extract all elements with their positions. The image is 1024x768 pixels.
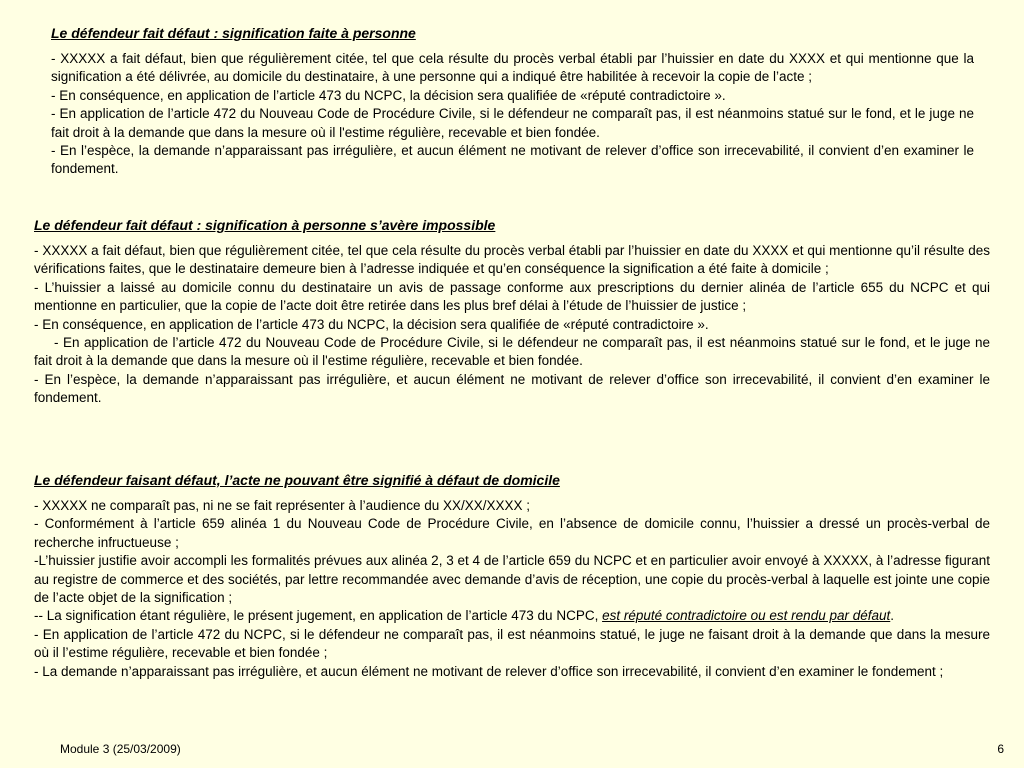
section-body <box>51 50 974 179</box>
section-body <box>34 242 990 408</box>
paragraph: - L’huissier a laissé au domicile connu du destinataire un avis de passage conforme aux prescriptions du dernier alinéa de l’article 655 du NCPC et qui mentionne en particulier, que la copie de l’acte doit être retirée dans les plus bref délai à l’étude de l’huissier de justice ; <box>34 279 990 314</box>
paragraph: - En application de l’article 472 du NCPC, si le défendeur ne comparaît pas, il est néanmoins statué, le juge ne faisant droit à la demande que dans la mesure où il l’estime régulière, recevable et bien fondée ; <box>34 626 990 661</box>
paragraph: - La demande n’apparaissant pas irrégulière, et aucun élément ne motivant de relever d’office son irrecevabilité, il convient d’en examiner le fondement ; <box>34 663 944 679</box>
paragraph: - XXXXX a fait défaut, bien que régulièrement citée, tel que cela résulte du procès verbal établi par l’huissier en date du XXXX et qui mentionne qu’il résulte des vérifications faites, que le destinataire demeure bien à l’adresse indiquée et qu’en conséquence la signification a été faite à domicile ; <box>34 243 990 277</box>
section-heading: Le défendeur fait défaut : signification faite à personne <box>51 25 416 41</box>
paragraph <box>34 607 990 625</box>
paragraph: - En conséquence, en application de l’article 473 du NCPC, la décision sera qualifiée de «réputé contradictoire ». <box>34 316 709 332</box>
section-body <box>34 497 990 681</box>
section-personne <box>51 24 974 179</box>
paragraph: - Conformément à l’article 659 alinéa 1 du Nouveau Code de Procédure Civile, en l’absence de domicile connu, l’huissier a dressé un procès-verbal de recherche infructueuse ; <box>34 516 990 550</box>
paragraph: - En l’espèce, la demande n’apparaissant pas irrégulière, et aucun élément ne motivant de relever d’office son irrecevabilité, il convient d’en examiner le fondement. <box>51 143 974 177</box>
paragraph: - En application de l’article 472 du Nouveau Code de Procédure Civile, si le défendeur ne comparaît pas, il est néanmoins statué sur le fond, et le juge ne fait droit à la demande que dans la mesure où il l'estime régulière, recevable et bien fondée. <box>34 335 990 369</box>
paragraph: - XXXXX a fait défaut, bien que régulièrement citée, tel que cela résulte du procès verbal établi par l’huissier en date du XXXX et qui mentionne que la signification a été délivrée, au domicile du destinataire, à une personne qui a indiqué être habilitée à recevoir la copie de l’acte ; <box>51 51 974 85</box>
paragraph-text: -- La signification étant régulière, le présent jugement, en application de l’article 473 du NCPC, <box>34 608 603 624</box>
paragraph: - En conséquence, en application de l’article 473 du NCPC, la décision sera qualifiée de «réputé contradictoire ». <box>51 87 726 103</box>
paragraph: -L’huissier justifie avoir accompli les formalités prévues aux alinéa 2, 3 et 4 de l’article 659 du NCPC et en particulier avoir envoyé à XXXXX, à l’adresse figurant au registre de commerce et des sociétés, par lettre recommandée avec demande d’avis de réception, une copie du procès-verbal à laquelle est jointe une copie de l’acte objet de la signification ; <box>34 553 990 606</box>
page-number: 6 <box>997 742 1004 756</box>
section-sans-domicile <box>34 471 990 681</box>
section-heading: Le défendeur faisant défaut, l’acte ne pouvant être signifié à défaut de domicile <box>34 472 560 488</box>
paragraph: - En l’espèce, la demande n’apparaissant pas irrégulière, et aucun élément ne motivant de relever d’office son irrecevabilité, il convient d’en examiner le fondement. <box>34 371 990 406</box>
footer-module: Module 3 (25/03/2009) <box>60 742 181 756</box>
section-impossible <box>34 216 990 408</box>
section-heading: Le défendeur fait défaut : signification à personne s’avère impossible <box>34 217 496 233</box>
paragraph: - En application de l’article 472 du Nouveau Code de Procédure Civile, si le défendeur ne comparaît pas, il est néanmoins statué sur le fond, et le juge ne fait droit à la demande que dans la mesure où il l'estime régulière, recevable et bien fondée. <box>51 106 974 140</box>
paragraph-text: . <box>890 608 895 624</box>
emphasis-text: est réputé contradictoire ou est rendu par défaut <box>602 608 891 624</box>
paragraph: - XXXXX ne comparaît pas, ni ne se fait représenter à l’audience du XX/XX/XXXX ; <box>34 498 531 513</box>
